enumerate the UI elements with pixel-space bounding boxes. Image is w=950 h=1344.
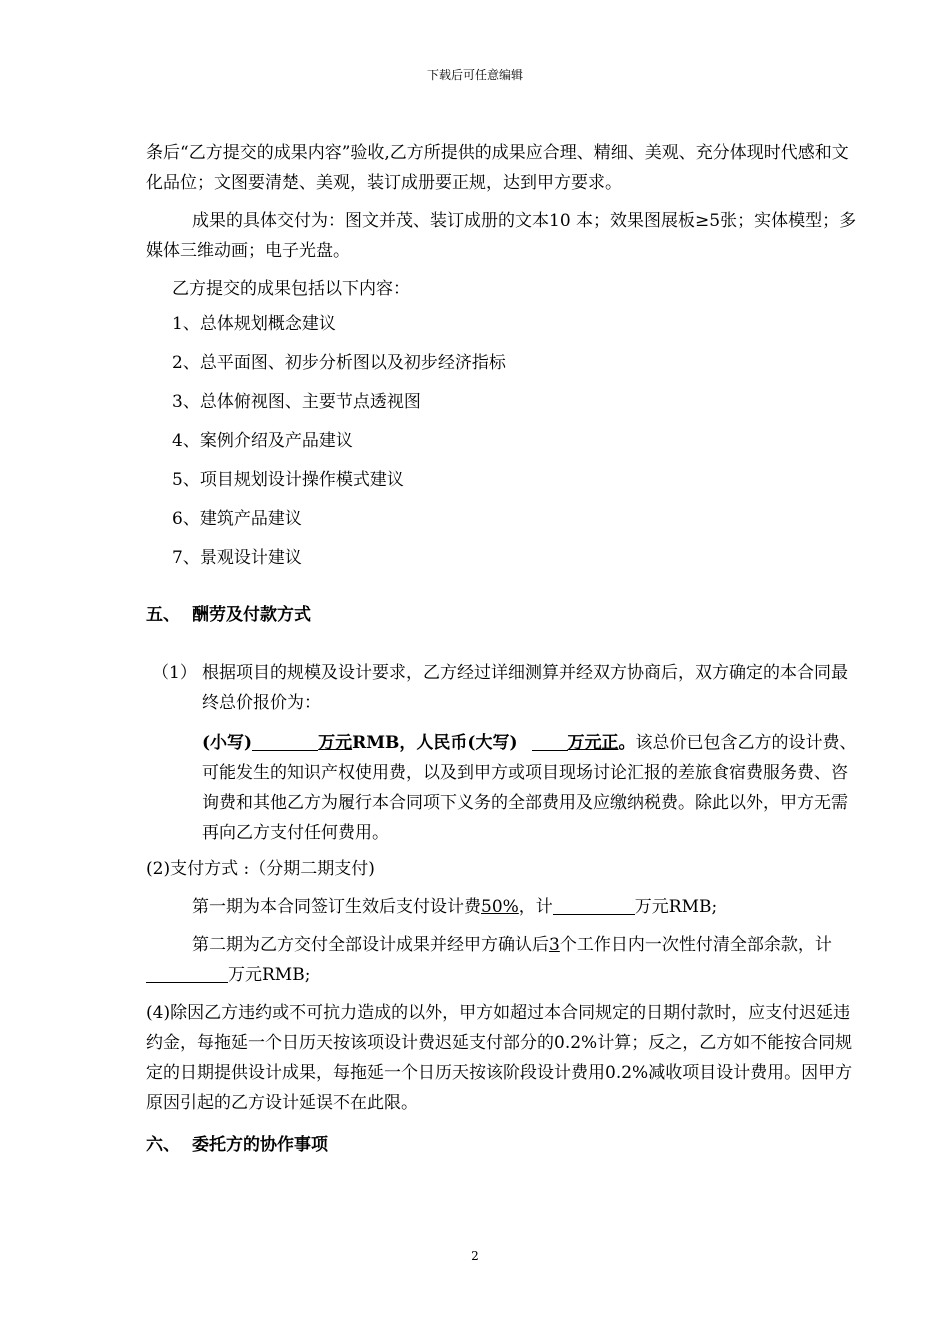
- clause-number: （1）: [152, 663, 197, 683]
- price-small-unit: 万元: [318, 733, 353, 753]
- paragraph-deliverable-details: 成果的具体交付为：图文并茂、装订成册的文本10 本；效果图展板≥5张；实体模型；多媒体三维动画；电子光盘。: [146, 211, 857, 261]
- phase1-text: 第一期为本合同签订生效后支付设计费: [192, 897, 481, 917]
- list-item: 6、建筑产品建议: [172, 509, 302, 529]
- phase1-percent: 50%: [481, 897, 519, 917]
- price-end: 。: [618, 733, 636, 753]
- list-item: 2、总平面图、初步分析图以及初步经济指标: [172, 353, 506, 373]
- clause-1: [146, 658, 860, 848]
- clause-1-price: [202, 728, 860, 848]
- section-heading-payment: [146, 600, 860, 630]
- section-number: 五、: [146, 605, 180, 625]
- section-heading-cooperation: [146, 1130, 860, 1160]
- list-item: 4、案例介绍及产品建议: [172, 431, 353, 451]
- list-item: 5、项目规划设计操作模式建议: [172, 470, 404, 490]
- list-item: 1、总体规划概念建议: [172, 314, 336, 334]
- phase1-unit: 万元RMB;: [634, 897, 718, 917]
- deliverable-list: [146, 305, 860, 578]
- phase1-amount-blank: [553, 896, 635, 915]
- section-title: 委托方的协作事项: [192, 1135, 328, 1155]
- phase2-text-b: 个工作日内一次性付清全部余款，计: [559, 935, 832, 955]
- phase1-text-b: ，计: [518, 897, 553, 917]
- clause-2-second-phase: [146, 930, 860, 990]
- list-item: 3、总体俯视图、主要节点透视图: [172, 392, 421, 412]
- phase2-unit: 万元RMB;: [228, 965, 311, 985]
- clause-2-first-phase: [146, 892, 860, 922]
- price-big-unit: 万元正: [567, 733, 619, 753]
- phase2-amount-blank: [146, 964, 228, 983]
- price-small-rmb: RMB，人民币(大写): [352, 733, 518, 753]
- clause-2-title: (2)支付方式 :（分期二期支付): [146, 859, 375, 879]
- price-big-blank: [532, 732, 568, 751]
- phase2-days: 3: [549, 935, 560, 955]
- price-small-blank: [252, 732, 318, 751]
- phase2-text: 第二期为乙方交付全部设计成果并经甲方确认后: [192, 935, 549, 955]
- document-body: [146, 138, 860, 1160]
- paragraph-deliverable-acceptance: 条后“乙方提交的成果内容”验收,乙方所提供的成果应合理、精细、美观、充分体现时代感和文化品位；文图要清楚、美观，装订成册要正规，达到甲方要求。: [146, 143, 849, 193]
- paragraph-deliverable-intro: 乙方提交的成果包括以下内容：: [172, 279, 410, 299]
- list-item: 7、景观设计建议: [172, 548, 302, 568]
- clause-1-text: 根据项目的规模及设计要求，乙方经过详细测算并经双方协商后，双方确定的本合同最终总价报价为：: [202, 663, 848, 713]
- price-rest: 该总价已包含乙方的设计费、可能发生的知识产权使用费，以及到甲方或项目现场讨论汇报的差旅食宿费服务费、咨询费和其他乙方为履行本合同项下义务的全部费用及应缴纳税费。除此以外，甲方无需再向乙方支付任何费用。: [202, 733, 857, 843]
- page-header: 下载后可任意编辑: [426, 68, 523, 82]
- price-small-label: (小写): [202, 733, 253, 753]
- page-number: 2: [471, 1249, 479, 1263]
- section-number: 六、: [146, 1135, 180, 1155]
- section-title: 酬劳及付款方式: [192, 605, 311, 625]
- clause-4-penalty: (4)除因乙方违约或不可抗力造成的以外，甲方如超过本合同规定的日期付款时，应支付迟延违约金，每拖延一个日历天按该项设计费迟延支付部分的0.2%计算；反之，乙方如不能按合同规定的日期提供设计成果，每拖延一个日历天按该阶段设计费用0.2%减收项目设计费用。因甲方原因引起的乙方设计延误不在此限。: [146, 1003, 853, 1113]
